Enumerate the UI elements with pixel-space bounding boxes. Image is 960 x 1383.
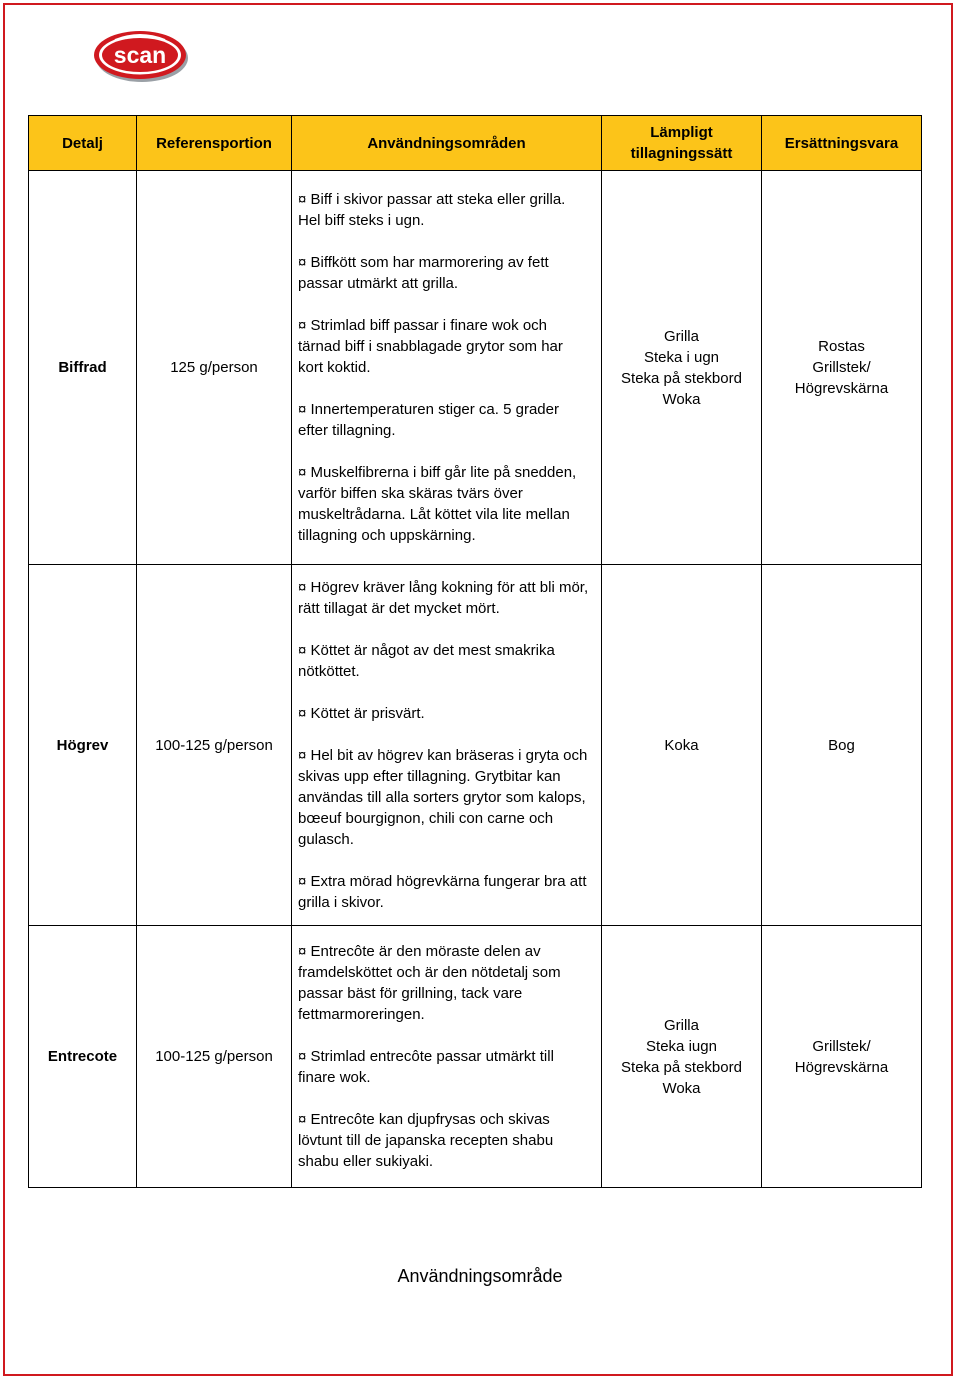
use-item: ¤ Biff i skivor passar att steka eller grilla. Hel biff steks i ugn. xyxy=(298,191,566,229)
scan-logo xyxy=(93,28,189,84)
use-item: ¤ Entrecôte är den möraste delen av framdelsköttet och är den nötdetalj som passar bäst för grillning, tack vare fettmarmoreringen. xyxy=(298,943,561,1023)
header-anvandningsomraden: Användningsområden xyxy=(292,116,602,171)
method-item: Steka iugn xyxy=(646,1037,717,1055)
uses-cell xyxy=(292,565,602,926)
use-item: ¤ Extra mörad högrevkärna fungerar bra att grilla i skivor. xyxy=(298,873,587,911)
section-heading: Användningsområde xyxy=(397,1266,563,1286)
method-item: Koka xyxy=(664,736,699,754)
methods-cell xyxy=(602,565,762,926)
substitute-item: Rostas xyxy=(818,338,865,355)
portion-cell: 125 g/person xyxy=(137,171,292,565)
header-ersattningsvara: Ersättningsvara xyxy=(762,116,922,171)
use-item: ¤ Strimlad entrecôte passar utmärkt till finare wok. xyxy=(298,1048,554,1086)
header-tillagningssatt: Lämpligt tillagningssätt xyxy=(602,116,762,171)
use-item: ¤ Entrecôte kan djupfrysas och skivas lövtunt till de japanska recepten shabu shabu eller sukiyaki. xyxy=(298,1111,554,1170)
uses-cell xyxy=(292,926,602,1188)
method-item: Woka xyxy=(662,1079,701,1097)
table-row xyxy=(29,565,922,926)
portion-cell: 100-125 g/person xyxy=(137,565,292,926)
header-referensportion: Referensportion xyxy=(137,116,292,171)
table-row xyxy=(29,926,922,1188)
detail-cell: Högrev xyxy=(29,565,137,926)
use-item: ¤ Högrev kräver lång kokning för att bli mör, rätt tillagat är det mycket mört. xyxy=(298,579,589,617)
substitute-item: Högrevskärna xyxy=(794,380,889,397)
table-row xyxy=(29,171,922,565)
methods-cell xyxy=(602,171,762,565)
method-item: Steka i ugn xyxy=(643,348,720,366)
portion-cell: 100-125 g/person xyxy=(137,926,292,1188)
use-item: ¤ Strimlad biff passar i finare wok och tärnad biff i snabblagade grytor som har kort koktid. xyxy=(298,317,563,376)
detail-cell: Biffrad xyxy=(29,171,137,565)
substitute-item: Högrevskärna xyxy=(794,1058,889,1076)
method-item: Steka på stekbord xyxy=(621,1058,742,1076)
table-header-row xyxy=(29,116,922,171)
detail-cell: Entrecote xyxy=(29,926,137,1188)
header-detalj: Detalj xyxy=(29,116,137,171)
substitute-item: Grillstek/ xyxy=(812,359,871,376)
use-item: ¤ Köttet är prisvärt. xyxy=(298,705,425,722)
method-item: Steka på stekbord xyxy=(621,369,742,387)
logo-text: scan xyxy=(113,42,167,68)
substitutes-cell xyxy=(762,171,922,565)
use-item: ¤ Hel bit av högrev kan bräseras i gryta och skivas upp efter tillagning. Grytbitar kan användas till alla sorters grytor som kalops, bœeuf bourgignon, chili con carne och gulasch. xyxy=(298,747,588,848)
method-item: Grilla xyxy=(663,1016,699,1034)
meat-cut-table xyxy=(28,115,922,1188)
substitutes-cell xyxy=(762,565,922,926)
uses-cell xyxy=(292,171,602,565)
substitute-item: Grillstek/ xyxy=(812,1037,871,1055)
substitute-item: Bog xyxy=(828,736,855,754)
methods-cell xyxy=(602,926,762,1188)
use-item: ¤ Muskelfibrerna i biff går lite på snedden, varför biffen ska skäras tvärs över muskeltrådarna. Låt köttet vila lite mellan tillagning och uppskärning. xyxy=(298,464,577,544)
method-item: Woka xyxy=(662,390,701,408)
substitutes-cell xyxy=(762,926,922,1188)
use-item: ¤ Biffkött som har marmorering av fett passar utmärkt att grilla. xyxy=(298,254,549,292)
use-item: ¤ Köttet är något av det mest smakrika nötköttet. xyxy=(298,642,555,680)
use-item: ¤ Innertemperaturen stiger ca. 5 grader efter tillagning. xyxy=(298,401,559,439)
method-item: Grilla xyxy=(663,327,699,345)
